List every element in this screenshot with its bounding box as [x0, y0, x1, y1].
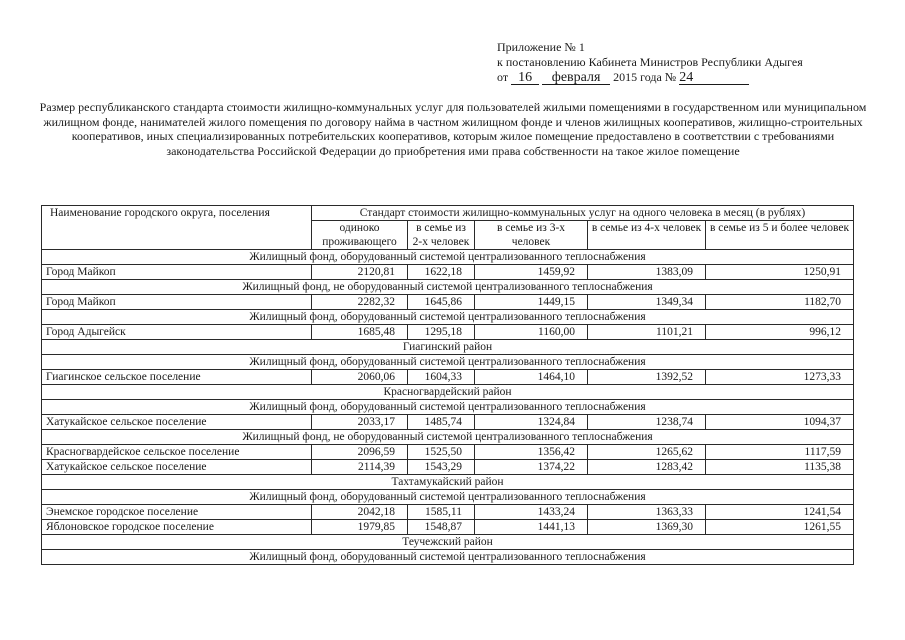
- appendix-decree-number: 24: [679, 71, 749, 85]
- table-body: [42, 250, 854, 565]
- table-row: [42, 325, 854, 340]
- appendix-decree: к постановлению Кабинета Министров Республики Адыгея: [497, 55, 803, 69]
- settlement-name: Город Майкоп: [42, 265, 312, 280]
- settlement-name: Город Майкоп: [42, 295, 312, 310]
- table-section-row: [42, 550, 854, 565]
- column-header-family-4: в семье из 4-х человек: [588, 221, 706, 250]
- appendix-date-line: [497, 70, 803, 85]
- cost-value: 1548,87: [408, 520, 475, 535]
- appendix-number: Приложение № 1: [497, 40, 585, 54]
- table-section-row: [42, 430, 854, 445]
- cost-value: 1441,13: [475, 520, 588, 535]
- appendix-year: 2015 года №: [613, 70, 677, 84]
- column-header-name: Наименование городского округа, поселения: [42, 206, 312, 250]
- cost-value: 1238,74: [588, 415, 706, 430]
- cost-value: 2042,18: [312, 505, 408, 520]
- appendix-month: февраля: [542, 71, 610, 85]
- cost-value: 2060,06: [312, 370, 408, 385]
- cost-value: 1543,29: [408, 460, 475, 475]
- cost-value: 1324,84: [475, 415, 588, 430]
- cost-value: 1459,92: [475, 265, 588, 280]
- table-row: [42, 415, 854, 430]
- cost-value: 1369,30: [588, 520, 706, 535]
- settlement-name: Красногвардейское сельское поселение: [42, 445, 312, 460]
- section-label: Жилищный фонд, оборудованный системой централизованного теплоснабжения: [42, 490, 854, 505]
- column-header-standard: Стандарт стоимости жилищно-коммунальных услуг на одного человека в месяц (в рублях): [312, 206, 854, 221]
- settlement-name: Хатукайское сельское поселение: [42, 460, 312, 475]
- cost-value: 2096,59: [312, 445, 408, 460]
- section-label: Тахтамукайский район: [42, 475, 854, 490]
- cost-value: 2033,17: [312, 415, 408, 430]
- cost-value: 1135,38: [706, 460, 854, 475]
- cost-value: 1295,18: [408, 325, 475, 340]
- cost-value: 2114,39: [312, 460, 408, 475]
- cost-value: 1261,55: [706, 520, 854, 535]
- table-section-row: [42, 340, 854, 355]
- settlement-name: Энемское городское поселение: [42, 505, 312, 520]
- table-section-row: [42, 490, 854, 505]
- table-row: [42, 265, 854, 280]
- settlement-name: Гиагинское сельское поселение: [42, 370, 312, 385]
- cost-value: 1349,34: [588, 295, 706, 310]
- cost-value: 1449,15: [475, 295, 588, 310]
- table-section-row: [42, 310, 854, 325]
- cost-value: 1160,00: [475, 325, 588, 340]
- appendix-from: от: [497, 70, 509, 84]
- section-label: Жилищный фонд, оборудованный системой централизованного теплоснабжения: [42, 400, 854, 415]
- table-row: [42, 445, 854, 460]
- column-header-family-5: в семье из 5 и более человек: [706, 221, 854, 250]
- table-row: [42, 295, 854, 310]
- cost-value: 2282,32: [312, 295, 408, 310]
- cost-value: 1383,09: [588, 265, 706, 280]
- table-section-row: [42, 475, 854, 490]
- cost-value: 1356,42: [475, 445, 588, 460]
- table-row: [42, 370, 854, 385]
- cost-value: 1101,21: [588, 325, 706, 340]
- table-section-row: [42, 250, 854, 265]
- column-header-family-3: в семье из 3-х человек: [475, 221, 588, 250]
- section-label: Жилищный фонд, не оборудованный системой централизованного теплоснабжения: [42, 280, 854, 295]
- standards-table: [41, 205, 854, 565]
- cost-value: 2120,81: [312, 265, 408, 280]
- cost-value: 1094,37: [706, 415, 854, 430]
- cost-value: 1622,18: [408, 265, 475, 280]
- table-section-row: [42, 400, 854, 415]
- section-label: Жилищный фонд, оборудованный системой централизованного теплоснабжения: [42, 355, 854, 370]
- settlement-name: Город Адыгейск: [42, 325, 312, 340]
- table-row: [42, 520, 854, 535]
- table-row: [42, 460, 854, 475]
- cost-value: 1241,54: [706, 505, 854, 520]
- table-row: [42, 505, 854, 520]
- cost-value: 1685,48: [312, 325, 408, 340]
- section-label: Жилищный фонд, оборудованный системой централизованного теплоснабжения: [42, 250, 854, 265]
- cost-value: 1182,70: [706, 295, 854, 310]
- cost-value: 1250,91: [706, 265, 854, 280]
- cost-value: 1374,22: [475, 460, 588, 475]
- table-section-row: [42, 355, 854, 370]
- cost-value: 1265,62: [588, 445, 706, 460]
- table-section-row: [42, 280, 854, 295]
- section-label: Гиагинский район: [42, 340, 854, 355]
- cost-value: 1604,33: [408, 370, 475, 385]
- cost-value: 1585,11: [408, 505, 475, 520]
- section-label: Жилищный фонд, оборудованный системой централизованного теплоснабжения: [42, 310, 854, 325]
- appendix-day: 16: [511, 71, 539, 85]
- column-header-family-2: в семье из 2-х человек: [408, 221, 475, 250]
- section-label: Жилищный фонд, оборудованный системой централизованного теплоснабжения: [42, 550, 854, 565]
- cost-value: 1273,33: [706, 370, 854, 385]
- cost-value: 1117,59: [706, 445, 854, 460]
- document-title: Размер республиканского стандарта стоимости жилищно-коммунальных услуг для пользователей жилыми помещениями в государственном или муниципальном жилищном фонде, нанимателей жилого помещения по договору найма в частном жилищном фонде и членов жилищных кооперативов, жилищно-строительных кооперативов, иных специализированных потребительских кооперативов, которым жилое помещение предоставлено в соответствии с требованиями законодательства Российской Федерации до приобретения ими права собственности на такое жилое помещение: [39, 100, 867, 158]
- cost-value: 1283,42: [588, 460, 706, 475]
- section-label: Красногвардейский район: [42, 385, 854, 400]
- table-section-row: [42, 535, 854, 550]
- section-label: Теучежский район: [42, 535, 854, 550]
- cost-value: 1979,85: [312, 520, 408, 535]
- section-label: Жилищный фонд, не оборудованный системой централизованного теплоснабжения: [42, 430, 854, 445]
- appendix-block: [497, 40, 803, 85]
- table-header-row: [42, 206, 854, 221]
- cost-value: 1464,10: [475, 370, 588, 385]
- cost-value: 996,12: [706, 325, 854, 340]
- cost-value: 1363,33: [588, 505, 706, 520]
- cost-value: 1392,52: [588, 370, 706, 385]
- cost-value: 1433,24: [475, 505, 588, 520]
- settlement-name: Хатукайское сельское поселение: [42, 415, 312, 430]
- table-section-row: [42, 385, 854, 400]
- cost-value: 1525,50: [408, 445, 475, 460]
- column-header-single: одиноко проживающего: [312, 221, 408, 250]
- cost-value: 1485,74: [408, 415, 475, 430]
- cost-value: 1645,86: [408, 295, 475, 310]
- settlement-name: Яблоновское городское поселение: [42, 520, 312, 535]
